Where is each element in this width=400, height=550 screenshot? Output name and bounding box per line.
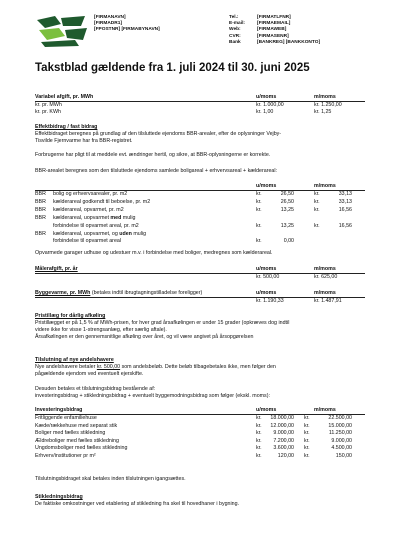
currency: kr. [256,430,262,437]
invest-col1: u/moms [256,407,277,413]
variabel-heading: Variabel afgift, pr. MWh [35,94,94,100]
contact-labels [229,15,245,46]
bygge-col1: u/moms [256,290,277,296]
bygge-v1: kr. 1.190,33 [256,298,284,304]
currency: kr. [314,198,320,205]
invest-heading: Investeringsbidrag [35,407,83,413]
text-run: som andelsbeløb. Dette beløb tilbagebetales ikke, men følger den [120,364,276,370]
effekt-row-label: kælderareal godkendt til beboelse, pr. m2 [53,198,151,205]
company-name: [FIRMANAVN] [94,15,126,20]
bygge-heading-note: (betales indtil ibrugtagningstilladelse foreligger) [91,290,203,296]
effekt-col1: u/moms [256,183,277,189]
variabel-row-label: kr. pr. KWh [35,109,61,115]
variabel-row-label: kr. pr. MWh [35,102,62,108]
currency: kr. [314,206,320,213]
maaler-col1: u/moms [256,266,277,272]
text-run: mulig [121,214,136,221]
currency: kr. [314,191,320,197]
effekt-row-label [53,215,135,222]
currency: kr. [256,437,262,444]
currency: kr. [304,445,310,452]
contact-label: E-mail: [229,21,245,27]
pristillaeg-paragraph: Pristillægget er på 1,5 % af MWh-prisen, for hver grad årsafkølingen er under 15 grader (opkræves dog indtil [35,320,290,326]
invest-row-v2: 15.000,00 [328,422,352,429]
effekt-row-v1: 26,50 [280,198,294,205]
currency: kr. [256,422,262,429]
maaler-col2: m/moms [314,266,336,272]
pristillaeg-paragraph: Årsafkølingen er den gennemsnitlige afkøling over året, og vil være angivet på årsopgørelsen [35,334,254,340]
currency: kr. [304,437,310,444]
company-block [94,15,160,34]
effekt-row-label [53,231,146,238]
invest-row-v1: 12.000,00 [270,422,294,429]
bygge-col2: m/moms [314,290,336,296]
bygge-heading-line [35,290,202,297]
currency: kr. [256,206,262,213]
text-run: med [110,214,122,221]
invest-col2: m/moms [314,407,336,413]
invest-row-v1: 9.000,00 [273,430,294,437]
bbr-tag: BBR [35,198,46,205]
invest-row-label: Erhverv/institutioner pr m² [35,453,96,459]
invest-note: Tilslutningsbidraget skal betales inden tilslutningen igangsættes. [35,476,186,482]
variabel-col1: u/moms [256,94,277,100]
stik-heading [35,494,83,501]
effekt-row-v1: 13,25 [280,206,294,213]
bygge-v2: kr. 1.487,91 [314,298,342,304]
effekt-row-v2: 16,56 [338,222,352,229]
currency: kr. [304,415,310,421]
effekt-paragraph: Forbrugerne har pligt til at meddele evt. ændringer hertil, og sikre, at BBR-oplysningerne er korrekte. [35,152,271,158]
text-run: mulig [131,230,147,237]
invest-row-v2: 150,00 [335,453,352,459]
variabel-col2: m/moms [314,94,336,100]
invest-row-label: Ungdomsboliger med fælles stikledning [35,445,128,452]
contact-values [257,15,320,46]
bbr-tag: BBR [35,191,46,197]
invest-row-v1: 18.000,00 [270,415,294,421]
tilslutning-heading: Tilslutning af nye andelshavere [35,357,114,363]
bbr-tag: BBR [35,214,46,221]
effekt-row-v1: 13,25 [280,222,294,229]
contact-label: Bank [229,39,241,45]
maaler-heading: Målerafgift, pr. år [35,266,78,272]
effekt-paragraph: Tisvilde Fjernvarme har fra BBR-registret. [35,138,133,144]
effekt-row-v1: 0,00 [283,238,294,245]
effekt-note: Opvarmede garager udhuse og udestuer m.v. i forbindelse med boliger, medregnes som kælderareal. [35,250,273,256]
bbr-tag: BBR [35,230,46,237]
invest-row-v2: 4.500,00 [331,445,352,452]
invest-row-label: Ældreboliger med fælles stikledning [35,437,119,444]
pristillaeg-heading: Pristillæg for dårlig afkøling [35,313,106,319]
text-run: Nye andelshavere betaler [35,364,97,370]
contact-bank: [BANKREG] [BANKKONTO] [257,39,321,45]
maaler-v2: kr. 625,00 [314,274,338,280]
company-city: [FPOSTNR] [FIRMABYNAVN] [94,27,160,33]
currency: kr. [256,222,262,229]
contact-label: CVR: [229,33,241,39]
page-title: Takstblad gældende fra 1. juli 2024 til 30. juni 2025 [35,62,310,74]
pristillaeg-paragraph: videre ikke for visse 1-strengsanlæg, efter særlig aftale). [35,327,167,333]
invest-row-v2: 9.000,00 [331,437,352,444]
invest-row-v2: 11.250,00 [328,430,352,437]
currency: kr. [256,191,262,197]
effekt-row-v2: 33,13 [338,191,352,197]
effekt-row-v2: 16,56 [338,206,352,213]
effekt-row-label: forbindelse til opvarmet areal, pr. m2 [53,222,139,229]
contact-web: [FIRMAWEB] [257,27,287,33]
effekt-paragraph: Effektbidraget beregnes på grundlag af den tilsluttede ejendoms BBR-arealer, efter de oplysninger Vejby- [35,131,282,137]
variabel-row-v1: kr. 1,00 [256,109,274,115]
currency: kr. [256,453,262,459]
effekt-col2: m/moms [314,183,336,189]
company-logo [35,14,89,48]
invest-row-v1: 3.600,00 [273,445,294,452]
bbr-tag: BBR [35,206,46,213]
text-run: St [35,494,41,500]
tilslutning-paragraph: Desuden betales et tilslutningsbidrag bestående af: [35,386,156,392]
effekt-row-v2: 33,13 [338,198,352,205]
contact-cvr: [FIRMASENR] [257,33,289,39]
invest-row-v1: 7.200,00 [273,437,294,444]
contact-email: [FIRMAEMAIL] [257,21,291,27]
text-run: kælderareal, uopvarmet, og [53,230,120,237]
invest-row-label: Boliger med fælles stikledning [35,430,106,437]
variabel-row-v2: kr. 1.250,00 [314,102,342,108]
currency: kr. [304,453,310,459]
bygge-heading: Byggevarme, pr. MWh [35,290,91,296]
company-address: [FIRMADR1] [94,21,122,27]
tilslutning-paragraph [35,364,276,371]
maaler-v1: kr. 500,00 [256,274,280,280]
currency: kr. [256,415,262,421]
andelsbeloeb-amount: kr. 500,00 [96,364,121,370]
contact-phone: [FIRMATLFNR] [257,15,291,20]
invest-row-label: Kæde/rækkehuse med separat stik [35,422,118,429]
text-run: uden [119,230,132,237]
text-run: kælderareal, uopvarmet [53,214,111,221]
invest-row-v1: 120,00 [277,453,294,459]
text-run: ikledningsbidrag [40,494,83,500]
currency: kr. [304,430,310,437]
variabel-row-v2: kr. 1,25 [314,109,332,115]
effekt-paragraph: BBR-arealet beregnes som den tilsluttede ejendoms samlede boligareal + erhvervsareal + kælderareal: [35,168,278,174]
tilslutning-paragraph: investeringsbidrag + stikledningsbidrag + eventuelt byggemodningsbidrag som følger (ekskl. moms): [35,393,270,399]
invest-row-label: Fritliggende enfamiliehuse [35,415,97,421]
invest-row-v2: 22.500,00 [328,415,352,421]
currency: kr. [304,422,310,429]
stik-paragraph: De faktiske omkostninger ved etablering af stikledning fra skel til hovedhaner i bygning. [35,501,240,507]
currency: kr. [314,222,320,229]
contact-label: Web: [229,27,241,33]
variabel-row-v1: kr. 1.000,00 [256,102,284,108]
contact-label: Tel.: [229,15,239,20]
effekt-row-label: forbindelse til opvarmet areal [53,238,122,245]
currency: kr. [256,198,262,205]
effekt-row-v1: 26,50 [280,191,294,197]
tilslutning-paragraph: pågældende ejendom ved eventuelt ejerskifte. [35,371,144,377]
effekt-heading: Effektbidrag / fast bidrag [35,124,98,130]
effekt-row-label: kælderareal, opvarmet, pr. m2 [53,206,124,213]
currency: kr. [256,238,262,245]
currency: kr. [256,445,262,452]
effekt-row-label: bolig og erhvervsarealer, pr. m2 [53,191,128,197]
